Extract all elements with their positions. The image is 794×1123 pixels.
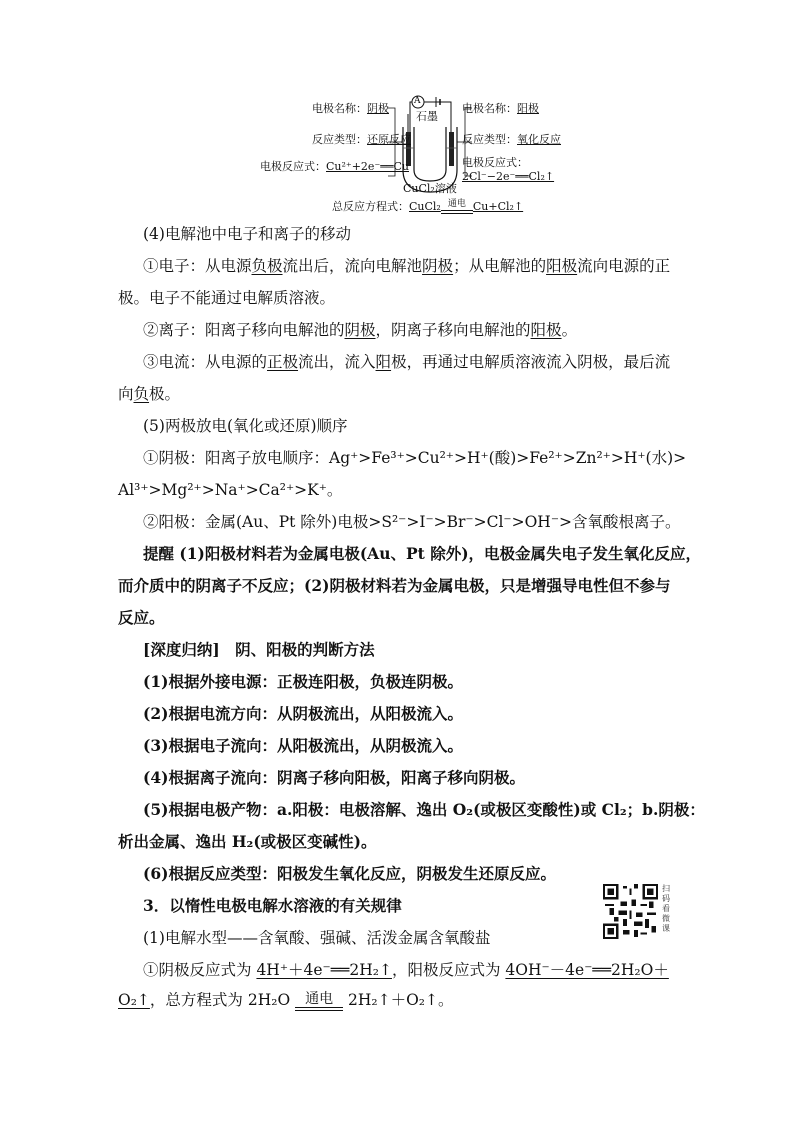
qr-caption: 扫码看微课 <box>662 884 670 933</box>
rule-5-line-1: (5)根据电极产物：a.阳极：电极溶解、逸出 O₂(或极区变酸性)或 Cl₂；b.阴极： <box>143 800 705 819</box>
solution-label: CuCl₂溶液 <box>403 182 457 195</box>
summary-heading: [深度归纳] 阴、阳极的判断方法 <box>143 640 375 659</box>
graphite-label: 石墨 <box>416 110 438 123</box>
right-name-label: 电极名称：阳极 <box>462 102 539 115</box>
left-name-label: 电极名称：阴极 <box>312 102 389 115</box>
current-line-2: 向负极。 <box>118 385 181 403</box>
reminder-line-2: 而介质中的阴离子不反应；(2)阴极材料若为金属电极，只是增强导电性但不参与 <box>118 576 671 595</box>
cathode-order-line-2: Al³⁺>Mg²⁺>Na⁺>Ca²⁺>K⁺。 <box>118 481 343 499</box>
rule-6: (6)根据反应类型：阳极发生氧化反应，阴极发生还原反应。 <box>143 864 556 883</box>
rule-2: (2)根据电流方向：从阴极流出，从阳极流入。 <box>143 704 463 723</box>
rule-1: (1)根据外接电源：正极连阳极，负极连阴极。 <box>143 672 463 691</box>
section-3-heading: 3．以惰性电极电解水溶液的有关规律 <box>143 896 402 915</box>
right-eq-value: 2Cl⁻−2e⁻══Cl₂↑ <box>462 170 555 183</box>
electron-line-2: 极。电子不能通过电解质溶液。 <box>118 289 336 307</box>
rule-4: (4)根据离子流向：阴离子移向阳极，阳离子移向阴极。 <box>143 768 525 787</box>
section-5-heading: (5)两极放电(氧化或还原)顺序 <box>143 417 348 435</box>
electrolysis-diagram <box>248 92 578 220</box>
ion-line: ②离子：阳离子移向电解池的阴极，阴离子移向电解池的阳极。 <box>143 321 578 339</box>
electron-line-1: ①电子：从电源负极流出后，流向电解池阴极；从电解池的阳极流向电源的正 <box>143 257 671 275</box>
rule-5-line-2: 析出金属、逸出 H₂(或极区变碱性)。 <box>118 832 377 851</box>
left-type-label: 反应类型：还原反应 <box>312 133 411 146</box>
right-type-label: 反应类型：氧化反应 <box>462 133 561 146</box>
reminder-line-3: 反应。 <box>118 608 165 627</box>
anode-order-line: ②阳极：金属(Au、Pt 除外)电极>S²⁻>I⁻>Br⁻>Cl⁻>OH⁻>含氧酸根离子。 <box>143 513 681 531</box>
total-equation: 总反应方程式：CuCl₂ 通电 Cu+Cl₂↑ <box>332 199 524 213</box>
left-eq-label: 电极反应式：Cu²⁺+2e⁻══Cu <box>260 160 409 173</box>
electrolysis-condition: 通电 <box>295 992 343 1011</box>
rule-3: (3)根据电子流向：从阳极流出，从阴极流入。 <box>143 736 463 755</box>
qr-code[interactable] <box>603 884 658 939</box>
cathode-order-line-1: ①阴极：阳离子放电顺序：Ag⁺>Fe³⁺>Cu²⁺>H⁺(酸)>Fe²⁺>Zn²⁺>H⁺(水)> <box>143 449 687 467</box>
reaction-line-2: O₂↑，总方程式为 2H₂O 通电 2H₂↑＋O₂↑。 <box>118 990 454 1009</box>
ammeter-label: A <box>414 96 421 106</box>
reminder-line-1: 提醒 (1)阳极材料若为金属电极(Au、Pt 除外)，电极金属失电子发生氧化反应， <box>143 544 702 563</box>
water-electrolysis-heading: (1)电解水型——含氧酸、强碱、活泼金属含氧酸盐 <box>143 929 491 947</box>
reaction-line-1: ①阴极反应式为 4H⁺＋4e⁻══2H₂↑，阳极反应式为 4OH⁻－4e⁻══2H₂O＋ <box>143 961 669 979</box>
section-4-heading: (4)电解池中电子和离子的移动 <box>143 225 351 243</box>
current-line-1: ③电流：从电源的正极流出，流入阳极，再通过电解质溶液流入阴极，最后流 <box>143 353 671 371</box>
right-eq-label: 电极反应式： <box>462 156 528 169</box>
